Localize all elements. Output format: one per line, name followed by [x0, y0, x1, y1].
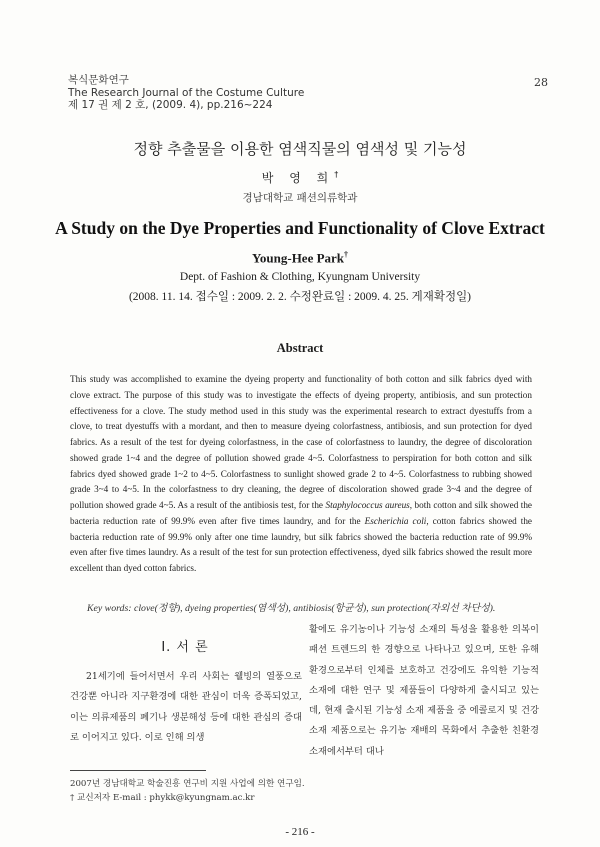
- abstract-paragraph: [70, 372, 532, 577]
- page-marker: 28: [534, 76, 548, 89]
- page-number-footer: - 216 -: [285, 826, 315, 838]
- keywords: Key words: clove(정향), dyeing properties(염색성), antibiosis(항균성), sun protection(자외선 차단성).: [87, 603, 496, 614]
- journal-volume: 제 17 권 제 2 호, (2009. 4), pp.216~224: [68, 99, 273, 111]
- affiliation-english: Dept. of Fashion & Clothing, Kyungnam University: [179, 271, 421, 283]
- affiliation-korean: 경남대학교 패션의류학과: [242, 192, 358, 204]
- author-english-name: Young-Hee Park: [251, 250, 345, 266]
- corresponding-mark: †: [334, 170, 339, 179]
- body-paragraph-right: 활에도 유기농이나 기능성 소재의 특성을 활용한 의복이 패션 트렌드의 한 경향으로 나타나고 있으며, 또한 유해환경으로부터 인체를 보호하고 건강에도 유익한 기능적 소재에 대한 연구 및 제품들이 다양하게 출시되고 있는데, 현재 출시된 기능성 소재 제품을 중 에콜로지 및 건강 소재 제품으로는 유기농 재배의 목화에서 추출한 친환경 소재에서부터 대나: [309, 624, 539, 757]
- abstract-body: [70, 372, 532, 577]
- footnote-funding: 2007년 경남대학교 학술진흥 연구비 지원 사업에 의한 연구임.: [70, 779, 305, 789]
- journal-header: [68, 74, 304, 112]
- body-paragraph-left: 21세기에 들어서면서 우리 사회는 웰빙의 열풍으로 건강뿐 아니라 지구환경에 대한 관심이 더욱 증폭되었고, 이는 의류제품의 폐기나 생분해성 등에 대한 관심의 증대로 이어지고 있다. 이로 인해 의생: [70, 671, 302, 743]
- abstract-text-1: This study was accomplished to examine the dyeing property and functionality of both cotton and silk fabrics dyed with clove extract. The purpose of this study was to investigate the effects of dyeing property, antibiosis, and sun protection effectiveness for a clove. The study method used in this study was the experimental research to extract dyestuffs from a clove, to treat dyestuffs with a mordant, and then to measure dyeing colorfastness, antibiosis, and sun protection for dyed fabrics. As a result of the test for dyeing colorfastness, in the case of colorfastness to laundry, the degree of discoloration showed grade 1~4 and the degree of pollution showed grade 4~5. Colorfastness to perspiration for both cotton and silk fabrics dyed showed grade 1~2 to 4~5. Colorfastness to sunlight showed grade 2 to 4~5. Colorfastness to rubbing showed grade 3~4 to 4~5. In the colorfastness to dry cleaning, the degree of discoloration showed grade 3~4 and the degree of pollution showed grade 4~5. As a result of the antibiosis test, for the: [70, 374, 532, 510]
- title-english: A Study on the Dye Properties and Functionality of Clove Extract: [55, 218, 545, 238]
- author-korean: [0, 169, 600, 186]
- footnotes: [70, 777, 305, 805]
- section-heading-introduction: Ⅰ. 서 론: [161, 640, 209, 655]
- abstract-heading: Abstract: [276, 341, 324, 355]
- abstract-species-2: Escherichia coli: [364, 515, 427, 526]
- body-column-left: [70, 667, 302, 748]
- author-english: [0, 250, 600, 266]
- journal-name-en: The Research Journal of the Costume Culture: [68, 86, 305, 99]
- footnote-divider: [70, 770, 206, 771]
- abstract-text-3: , cotton fabrics showed the bacteria reduction rate of 99.9% only after one time laundry, but silk fabrics showed the bacteria reduction rate of 99.9% even after five times laundry. As a result of the test for sun protection effectiveness, dyed silk fabrics showed the result more excellent than dyed cotton fabrics.: [70, 515, 532, 573]
- journal-name-kr: 복식문화연구: [68, 74, 129, 86]
- body-column-right: [309, 620, 539, 762]
- title-korean: 정향 추출물을 이용한 염색직물의 염색성 및 기능성: [133, 140, 467, 158]
- abstract-text-2: , both cotton and silk showed the bacteria reduction rate of 99.9% even after five times laundry, and for the: [70, 500, 532, 526]
- abstract-species-1: Staphylococcus aureus: [325, 500, 410, 510]
- submission-dates: (2008. 11. 14. 접수일 : 2009. 2. 2. 수정완료일 : 2009. 4. 25. 게재확정일): [128, 291, 472, 303]
- corresponding-mark-en: †: [344, 250, 349, 259]
- author-korean-name: 박 영 희: [261, 171, 335, 185]
- footnote-email: † 교신저자 E-mail : phykk@kyungnam.ac.kr: [70, 793, 255, 803]
